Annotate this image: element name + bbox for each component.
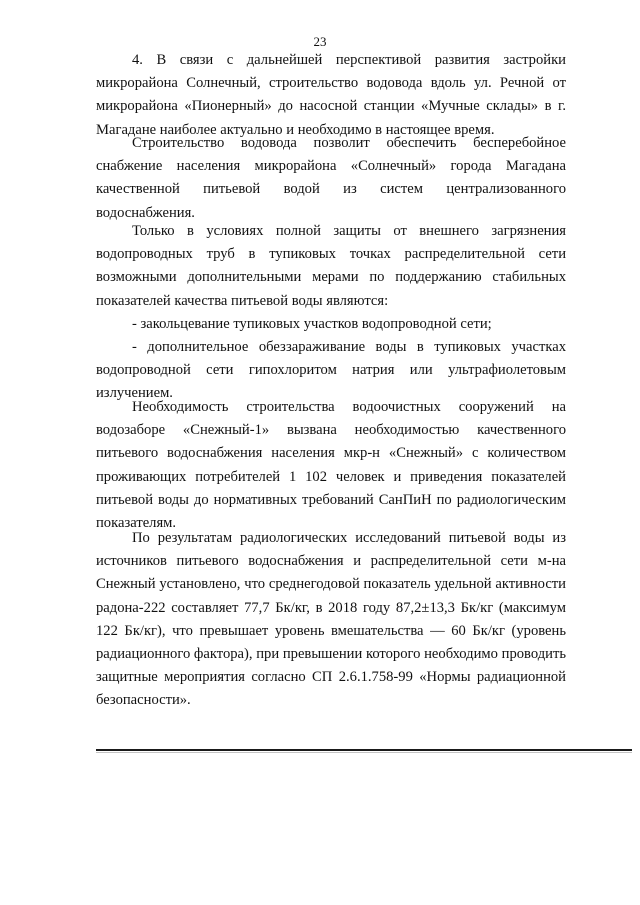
paragraph: Строительство водовода позволит обеспечить бесперебойное снабжение населения микрорайона «Солнечный» города Магадана качественной питьевой водой из систем централизованного водоснабжения. bbox=[96, 135, 566, 221]
paragraph: 4. В связи с дальнейшей перспективой развития застройки микрорайона Солнечный, строительство водовода вдоль ул. Речной от микрорайона «Пионерный» до насосной станции «Мучные склады» в г. Магадане наиболее актуально и необходимо в настоящее время. bbox=[96, 52, 566, 138]
paragraph-block-2 bbox=[96, 132, 566, 225]
footer-rule bbox=[96, 749, 632, 751]
list-item: - закольцевание тупиковых участков водопроводной сети; bbox=[132, 315, 492, 332]
footer-rule-shadow bbox=[96, 752, 632, 753]
paragraph: Только в условиях полной защиты от внешнего загрязнения водопроводных труб в тупиковых точках распределительной сети возможными дополнительными мерами по поддержанию стабильных показателей качества питьевой воды являются: bbox=[96, 223, 566, 309]
page-number: 23 bbox=[313, 34, 327, 49]
paragraph: Необходимость строительства водоочистных сооружений на водозаборе «Снежный-1» вызвана необходимостью качественного питьевого водоснабжения населения мкр-н «Снежный» с количеством проживающих потребителей 1 102 человек и приведения показателей питьевой воды до нормативных требований СанПиН по радиологическим показателям. bbox=[96, 399, 566, 532]
paragraph-block-4 bbox=[96, 396, 566, 535]
paragraph-block-3 bbox=[96, 220, 566, 406]
paragraph-block-5 bbox=[96, 527, 566, 713]
paragraph-block-1 bbox=[96, 49, 566, 142]
paragraph: По результатам радиологических исследований питьевой воды из источников питьевого водоснабжения и распределительной сети м-на Снежный установлено, что среднегодовой показатель удельной активности радона-222 составляет 77,7 Бк/кг, в 2018 году 87,2±13,3 Бк/кг (максимум 122 Бк/кг), что превышает уровень вмешательства — 60 Бк/кг (уровень радиационного фактора), при превышении которого необходимо проводить защитные мероприятия согласно СП 2.6.1.758-99 «Нормы радиационной безопасности». bbox=[96, 530, 566, 709]
list-item: - дополнительное обеззараживание воды в тупиковых участках водопроводной сети гипохлоритом натрия или ультрафиолетовым излучением. bbox=[96, 339, 566, 402]
